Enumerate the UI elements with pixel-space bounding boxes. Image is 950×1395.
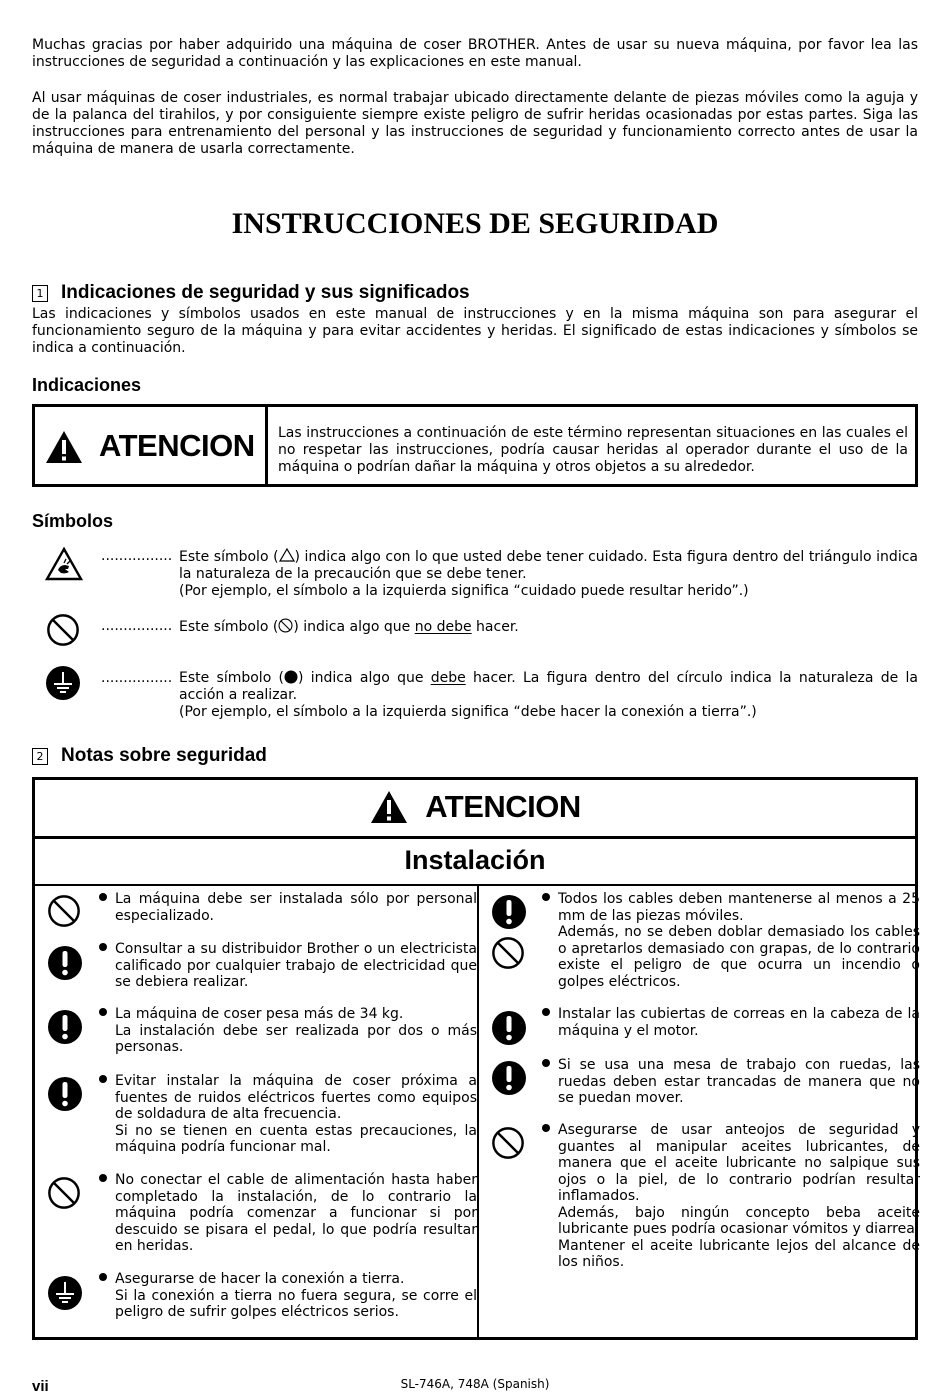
intro-paragraph-1: Muchas gracias por haber adquirido una máquina de coser BROTHER. Antes de usar su nueva máquina, por favor lea las instrucciones de seguridad a continuación y las explicaciones en este manual. [32,37,918,70]
dot-leader-3: ................ [101,670,173,686]
filled-circle-icon [284,670,298,684]
mandatory-icon [491,1060,527,1096]
symbol-3-example: (Por ejemplo, el símbolo a la izquierda significa “debe hacer la conexión a tierra”.) [179,704,757,720]
caution-word: ATENCION [99,428,255,463]
right-item-2: Instalar las cubiertas de correas en la cabeza de la máquina y el motor. [542,1006,920,1039]
left-item-3: La máquina de coser pesa más de 34 kg. La instalación debe ser realizada por dos o más personas. [99,1006,477,1056]
left-item-1: La máquina debe ser instalada sólo por personal especializado. [99,891,477,924]
mandatory-icon [47,1009,83,1045]
ground-icon [45,665,81,701]
symbol-3-text [179,670,918,721]
warning-triangle-icon [369,789,409,825]
symbol-3-text-c: hacer. La figura dentro del círculo indica la naturaleza de la acción a realizar. [179,670,919,703]
symbol-3-text-b: ) indica algo que [298,670,431,686]
left-item-4: Evitar instalar la máquina de coser próxima a fuentes de ruidos eléctricos fuertes como equipos de soldadura de alta frecuencia. Si no se tienen en cuenta estas precauciones, la máquina podría funcionar mal. [99,1073,477,1156]
section-1-number: 1 [32,285,48,302]
page-number: vii [32,1378,49,1395]
dot-leader-1: ................ [101,548,173,564]
section-1-title: Indicaciones de seguridad y sus significados [61,282,470,303]
simbolos-heading: Símbolos [32,511,114,531]
mandatory-icon [47,1076,83,1112]
section-2-title: Notas sobre seguridad [61,745,267,766]
symbol-2-text [179,618,918,636]
section-1-text: Las indicaciones y símbolos usados en este manual de instrucciones y en la misma máquina son para asegurar el funcionamiento seguro de la máquina y para evitar accidentes y heridas. El significado de estas indicaciones y símbolos se indica a continuación. [32,306,918,356]
symbol-1-text-a: Este símbolo ( [179,549,279,565]
symbol-2-underlined: no debe [414,619,472,635]
indicaciones-box [32,404,918,487]
prohibition-icon [491,936,525,970]
prohibition-icon [491,1126,525,1160]
installation-subtitle: Instalación [404,845,546,875]
safety-caution-word: ATENCION [425,789,581,824]
left-item-2: Consultar a su distribuidor Brother o un electricista calificado por cualquier trabajo de electricidad que se debiera realizar. [99,941,477,991]
section-1-heading [32,282,470,304]
indicaciones-word-cell [35,407,268,484]
page-title: INSTRUCCIONES DE SEGURIDAD [231,207,719,240]
symbol-1-text-b: ) indica algo con lo que usted debe tener cuidado. Esta figura dentro del triángulo indica la naturaleza de la precaución que se debe tener. [179,549,918,582]
symbol-1-example: (Por ejemplo, el símbolo a la izquierda significa “cuidado puede resultar herido”.) [179,583,749,599]
dot-leader-2: ................ [101,618,173,634]
column-divider [477,884,479,1337]
symbol-1-text [179,548,918,600]
hand-caution-icon [44,546,84,582]
prohibition-icon [46,613,80,647]
symbol-2-text-c: hacer. [471,619,519,635]
prohibition-inline-icon [278,618,293,633]
symbol-2-text-a: Este símbolo ( [179,619,279,635]
right-item-4: Asegurarse de usar anteojos de seguridad y guantes al manipular aceites lubricantes, de manera que el aceite lubricante no salpique sus ojos o la piel, de lo contrario podrían resultar inflamados. Además, bajo ningún concepto beba aceite lubricante pues podría ocasionar vómitos y diarrea. Mantener el aceite lubricante lejos del alcance de los niños. [542,1122,920,1271]
ground-icon [47,1275,83,1311]
left-item-5: No conectar el cable de alimentación hasta haber completado la instalación, de lo contrario la máquina podría comenzar a funcionar si por descuido se pisara el pedal, lo que podría resultar en heridas. [99,1172,477,1255]
intro-paragraph-2: Al usar máquinas de coser industriales, es normal trabajar ubicado directamente delante de piezas móviles como la aguja y de la palanca del tirahilos, y por consiguiente siempre existe peligro de sufrir heridas ocasionadas por estas partes. Siga las instrucciones para entrenamiento del personal y las instrucciones de seguridad y funcionamiento correcto antes de usar la máquina de manera de usarla correctamente. [32,90,918,157]
prohibition-icon [47,1176,81,1210]
left-item-6: Asegurarse de hacer la conexión a tierra. Si la conexión a tierra no fuera segura, se corre el peligro de sufrir golpes eléctricos serios. [99,1271,477,1321]
section-2-number: 2 [32,748,48,765]
caution-description: Las instrucciones a continuación de este término representan situaciones en las cuales el no respetar las instrucciones, podría causar heridas al operador durante el uso de la máquina o podrían dañar la máquina y otros objetos a su alrededor. [278,425,908,475]
symbol-3-text-a: Este símbolo ( [179,670,285,686]
footer-model: SL-746A, 748A (Spanish) [400,1377,550,1391]
safety-box-subtitle-row [35,839,915,886]
warning-triangle-icon [44,429,84,465]
prohibition-icon [47,894,81,928]
mandatory-icon [491,894,527,930]
symbol-3-underlined: debe [430,670,466,686]
mandatory-icon [47,945,83,981]
triangle-outline-icon [279,548,295,562]
indicaciones-heading: Indicaciones [32,375,142,395]
right-item-3: Si se usa una mesa de trabajo con ruedas, las ruedas deben estar trancadas de manera que no se puedan mover. [542,1057,920,1107]
symbol-2-text-b: ) indica algo que [293,619,415,635]
safety-box-header [35,780,915,839]
safety-notes-box [32,777,918,1340]
section-2-heading [32,745,267,767]
mandatory-icon [491,1010,527,1046]
right-item-1: Todos los cables deben mantenerse al menos a 25 mm de las piezas móviles. Además, no se deben doblar demasiado los cables o apretarlos demasiado con grapas, de lo contrario existe el peligro de que ocurra un incendio o golpes eléctricos. [542,891,920,990]
